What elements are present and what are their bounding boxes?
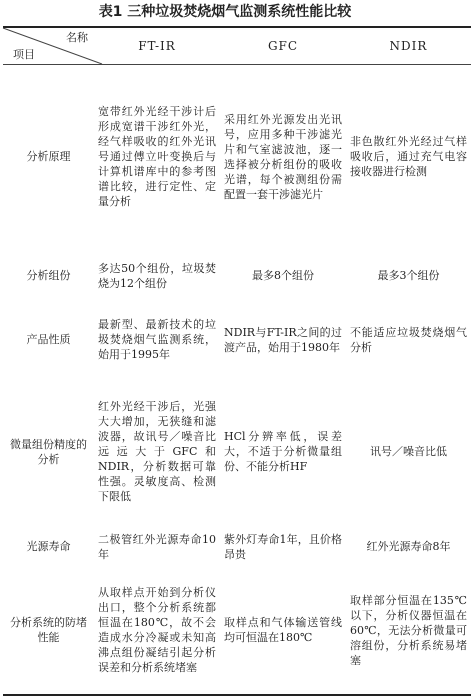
row-label: 微量组份精度的分析	[10, 437, 87, 466]
row-label: 分析组份	[26, 269, 71, 282]
table-cell: 红外光经干涉后，光强大大增加，无狭缝和滤波器，故讯号／噪音比远远大于GFC和NDIR，分析数据可靠性强。灵敏度高、检测下限低	[98, 400, 216, 503]
row-label: 分析原理	[26, 150, 71, 164]
column-header-ftir: FT-IR	[94, 27, 220, 65]
row-label: 分析系统的防堵性能	[10, 616, 87, 644]
table-cell: 非色散红外光经过气样吸收后，通过充气电容接收器进行检测	[350, 135, 467, 179]
table-cell: 紫外灯寿命1年，且价格昂贵	[224, 532, 342, 561]
row-label: 光源寿命	[26, 540, 71, 553]
table-row	[3, 249, 471, 303]
table-cell: 红外光源寿命8年	[366, 540, 451, 553]
table-cell: 最多8个组份	[252, 269, 314, 282]
table-cell: 多达50个组份，垃圾焚烧为12个组份	[98, 261, 216, 290]
column-header-gfc: GFC	[220, 27, 346, 65]
table-row	[3, 303, 471, 377]
corner-header-cell	[3, 27, 94, 65]
row-label: 产品性质	[26, 333, 71, 346]
table-cell: NDIR与FT-IR之间的过渡产品，始用于1980年	[224, 325, 342, 354]
table-cell: 不能适应垃圾焚烧烟气分析	[350, 325, 467, 354]
table-caption: 表1 三种垃圾焚烧烟气监测系统性能比较	[98, 4, 352, 20]
table-cell: 取样点和气体输送管线均可恒温在180℃	[224, 616, 342, 644]
header-row	[3, 27, 471, 65]
table-row	[3, 65, 471, 249]
table-row	[3, 377, 471, 527]
table-cell: 宽带红外光经干涉计后形成宽谱干涉红外光，经气样吸收的红外光讯号通过傅立叶变换后与计算机谱库中的参考图谱比较，进行定性、定量分析	[98, 105, 216, 209]
table-row	[3, 527, 471, 567]
corner-header-item: 项目	[13, 48, 35, 61]
table-cell: 最新型、最新技术的垃圾焚烧烟气监测系统，始用于1995年	[98, 318, 216, 361]
table-cell: 讯号／噪音比低	[370, 445, 447, 458]
table-row	[3, 567, 471, 695]
table-cell: 最多3个组份	[377, 269, 440, 282]
table-cell: 取样部分恒温在135℃以下，分析仪器恒温在60℃，无法分析微量可溶组份，分析系统易堵塞	[350, 593, 467, 667]
table-cell: 采用红外光源发出光讯号，应用多种干涉滤光片和气室滤波池，逐一选择被分析组份的吸收光谱，每个被测组份需配置一套干涉滤光片	[224, 112, 342, 201]
comparison-table	[3, 26, 471, 696]
table-cell: 二极管红外光源寿命10年	[98, 532, 216, 561]
table-cell: HCl分辨率低，误差大，不适于分析微量组份、不能分析HF	[224, 430, 342, 473]
column-header-ndir: NDIR	[346, 27, 471, 65]
table-cell: 从取样点开始到分析仪出口，整个分析系统都恒温在180℃，故不会造成水分冷凝或未知高沸点组份凝结引起分析误差和分析系统堵塞	[98, 586, 216, 674]
corner-header-name: 名称	[66, 31, 88, 44]
